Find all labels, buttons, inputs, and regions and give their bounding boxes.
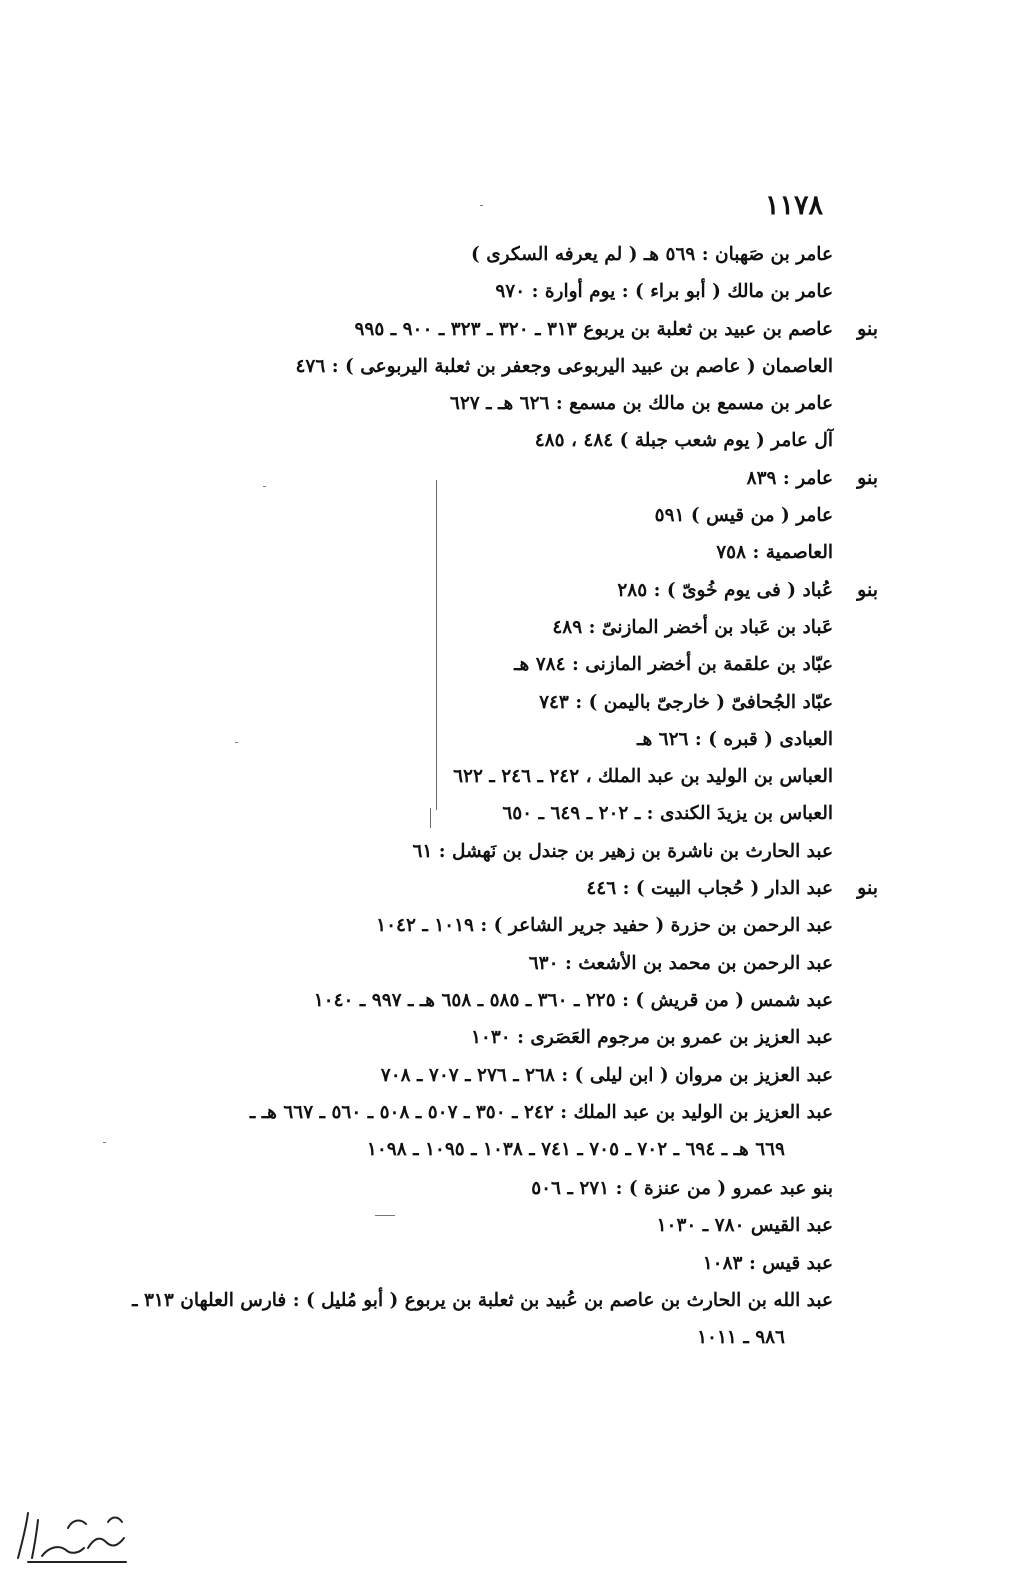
index-entry [113,1245,833,1282]
index-entry [113,945,833,982]
index-entry [113,758,833,795]
entry-text: عامر بن مسمع بن مالك بن مسمع : ٦٢٦ هـ ـ ٦٢٧ [449,393,833,415]
scan-speck [480,205,483,206]
entry-text: عامر ( من قيس ) ٥٩١ [654,505,833,527]
index-entry [113,460,878,497]
entry-text: عبد الدار ( حُجاب البيت ) : ٤٤٦ [586,878,833,900]
entry-text: ٩٨٦ ـ ١٠١١ [697,1327,785,1349]
entry-text: عُباد ( فى يوم خُوىّ ) : ٢٨٥ [617,579,833,601]
entry-text: عَباد بن عَباد بن أخضر المازنىّ : ٤٨٩ [552,616,833,638]
entry-prefix: بنو [857,578,878,601]
entry-prefix: بنو [857,466,878,489]
index-entry [113,1207,833,1244]
index-entry [113,870,878,907]
entry-text: عامر : ٨٣٩ [746,467,833,489]
entry-text: آل عامر ( يوم شعب جبلة ) ٤٨٤ ، ٤٨٥ [534,430,833,452]
entry-text: عبد الله بن الحارث بن عاصم بن عُبيد بن ثعلبة بن يربوع ( أبو مُليل ) : فارس العلهان ٣١٣ ـ [132,1289,833,1311]
library-stamp-logo [8,1498,148,1568]
index-entry [113,1094,833,1131]
entry-text: عامر بن مالك ( أبو براء ) : يوم أوارة : ٩٧٠ [495,281,833,303]
entry-text: عبد العزيز بن الوليد بن عبد الملك : ٢٤٢ ـ ٣٥٠ ـ ٥٠٧ ـ ٥٠٨ ـ ٥٦٠ ـ ٦٦٧ هـ ـ [249,1101,833,1123]
entry-prefix: بنو [857,877,878,900]
index-entry [113,311,878,348]
index-entry [113,721,833,758]
index-entry [113,348,833,385]
index-entry [113,236,833,273]
index-entry [113,684,833,721]
page-number: ١١٧٨ [764,190,823,221]
entry-prefix: بنو [857,317,878,340]
entry-text: العباس بن الوليد بن عبد الملك ، ٢٤٢ ـ ٢٤٦ ـ ٦٢٢ [453,766,833,788]
scan-artifact-line [436,480,437,810]
scan-speck [263,486,266,487]
index-entry [113,1019,833,1056]
index-entry [113,1170,833,1207]
scan-artifact-line [430,808,431,828]
index-entry [113,646,833,683]
entry-text: عبد الرحمن بن محمد بن الأشعث : ٦٣٠ [528,952,833,974]
entry-text: العبادى ( قبره ) : ٦٢٦ هـ [637,728,833,750]
entry-text: عبد قيس : ١٠٨٣ [702,1252,833,1274]
entry-text: ٦٦٩ هـ ـ ٦٩٤ ـ ٧٠٢ ـ ٧٠٥ ـ ٧٤١ ـ ١٠٣٨ ـ ١٠٩٥ ـ ١٠٩٨ [366,1139,785,1161]
index-entry [113,385,833,422]
index-entry [113,497,833,534]
entry-text: عبّاد بن علقمة بن أخضر المازنى : ٧٨٤ هـ [514,654,833,676]
index-entry [113,982,833,1019]
index-entries [113,236,878,1358]
index-entry [113,833,833,870]
index-entry [113,1282,833,1319]
scan-speck [375,1215,395,1216]
entry-text: عبد العزيز بن عمرو بن مرجوم العَصَرى : ١٠٣٠ [470,1027,833,1049]
index-entry [113,1319,833,1358]
index-entry [113,273,833,310]
index-entry [113,1057,833,1094]
entry-text: عبد الرحمن بن حزرة ( حفيد جرير الشاعر ) : ١٠١٩ ـ ١٠٤٢ [376,915,833,937]
entry-text: العاصمية : ٧٥٨ [716,542,833,564]
entry-text: عبد شمس ( من قريش ) : ٢٢٥ ـ ٣٦٠ ـ ٥٨٥ ـ ٦٥٨ هـ ـ ٩٩٧ ـ ١٠٤٠ [313,989,833,1011]
entry-text: عبد القيس ٧٨٠ ـ ١٠٣٠ [656,1215,833,1237]
index-entry [113,907,833,944]
entry-text: عبد العزيز بن مروان ( ابن ليلى ) : ٢٦٨ ـ ٢٧٦ ـ ٧٠٧ ـ ٧٠٨ [380,1064,833,1086]
index-entry [113,534,833,571]
entry-text: عبد الحارث بن ناشرة بن زهير بن جندل بن نَهشل : ٦١ [412,840,833,862]
entry-text: بنو عبد عمرو ( من عنزة ) : ٢٧١ ـ ٥٠٦ [531,1177,833,1199]
entry-text: عاصم بن عبيد بن ثعلبة بن يربوع ٣١٣ ـ ٣٢٠ ـ ٣٢٣ ـ ٩٠٠ ـ ٩٩٥ [354,318,833,340]
index-entry [113,609,833,646]
entry-text: عامر بن صَهبان : ٥٦٩ هـ ( لم يعرفه السكرى ) [471,244,833,265]
index-entry [113,1131,833,1170]
entry-text: العاصمان ( عاصم بن عبيد اليربوعى وجعفر بن ثعلبة اليربوعى ) : ٤٧٦ [295,355,833,377]
scan-speck [235,742,238,743]
index-entry [113,422,833,459]
entry-text: العباس بن يزيدَ الكندى : ـ ٢٠٢ ـ ٦٤٩ ـ ٦٥٠ [502,803,833,825]
index-entry [113,795,833,832]
scan-speck [103,1142,106,1143]
index-entry [113,572,878,609]
entry-text: عبّاد الجُحافىّ ( خارجىّ باليمن ) : ٧٤٣ [539,691,833,713]
